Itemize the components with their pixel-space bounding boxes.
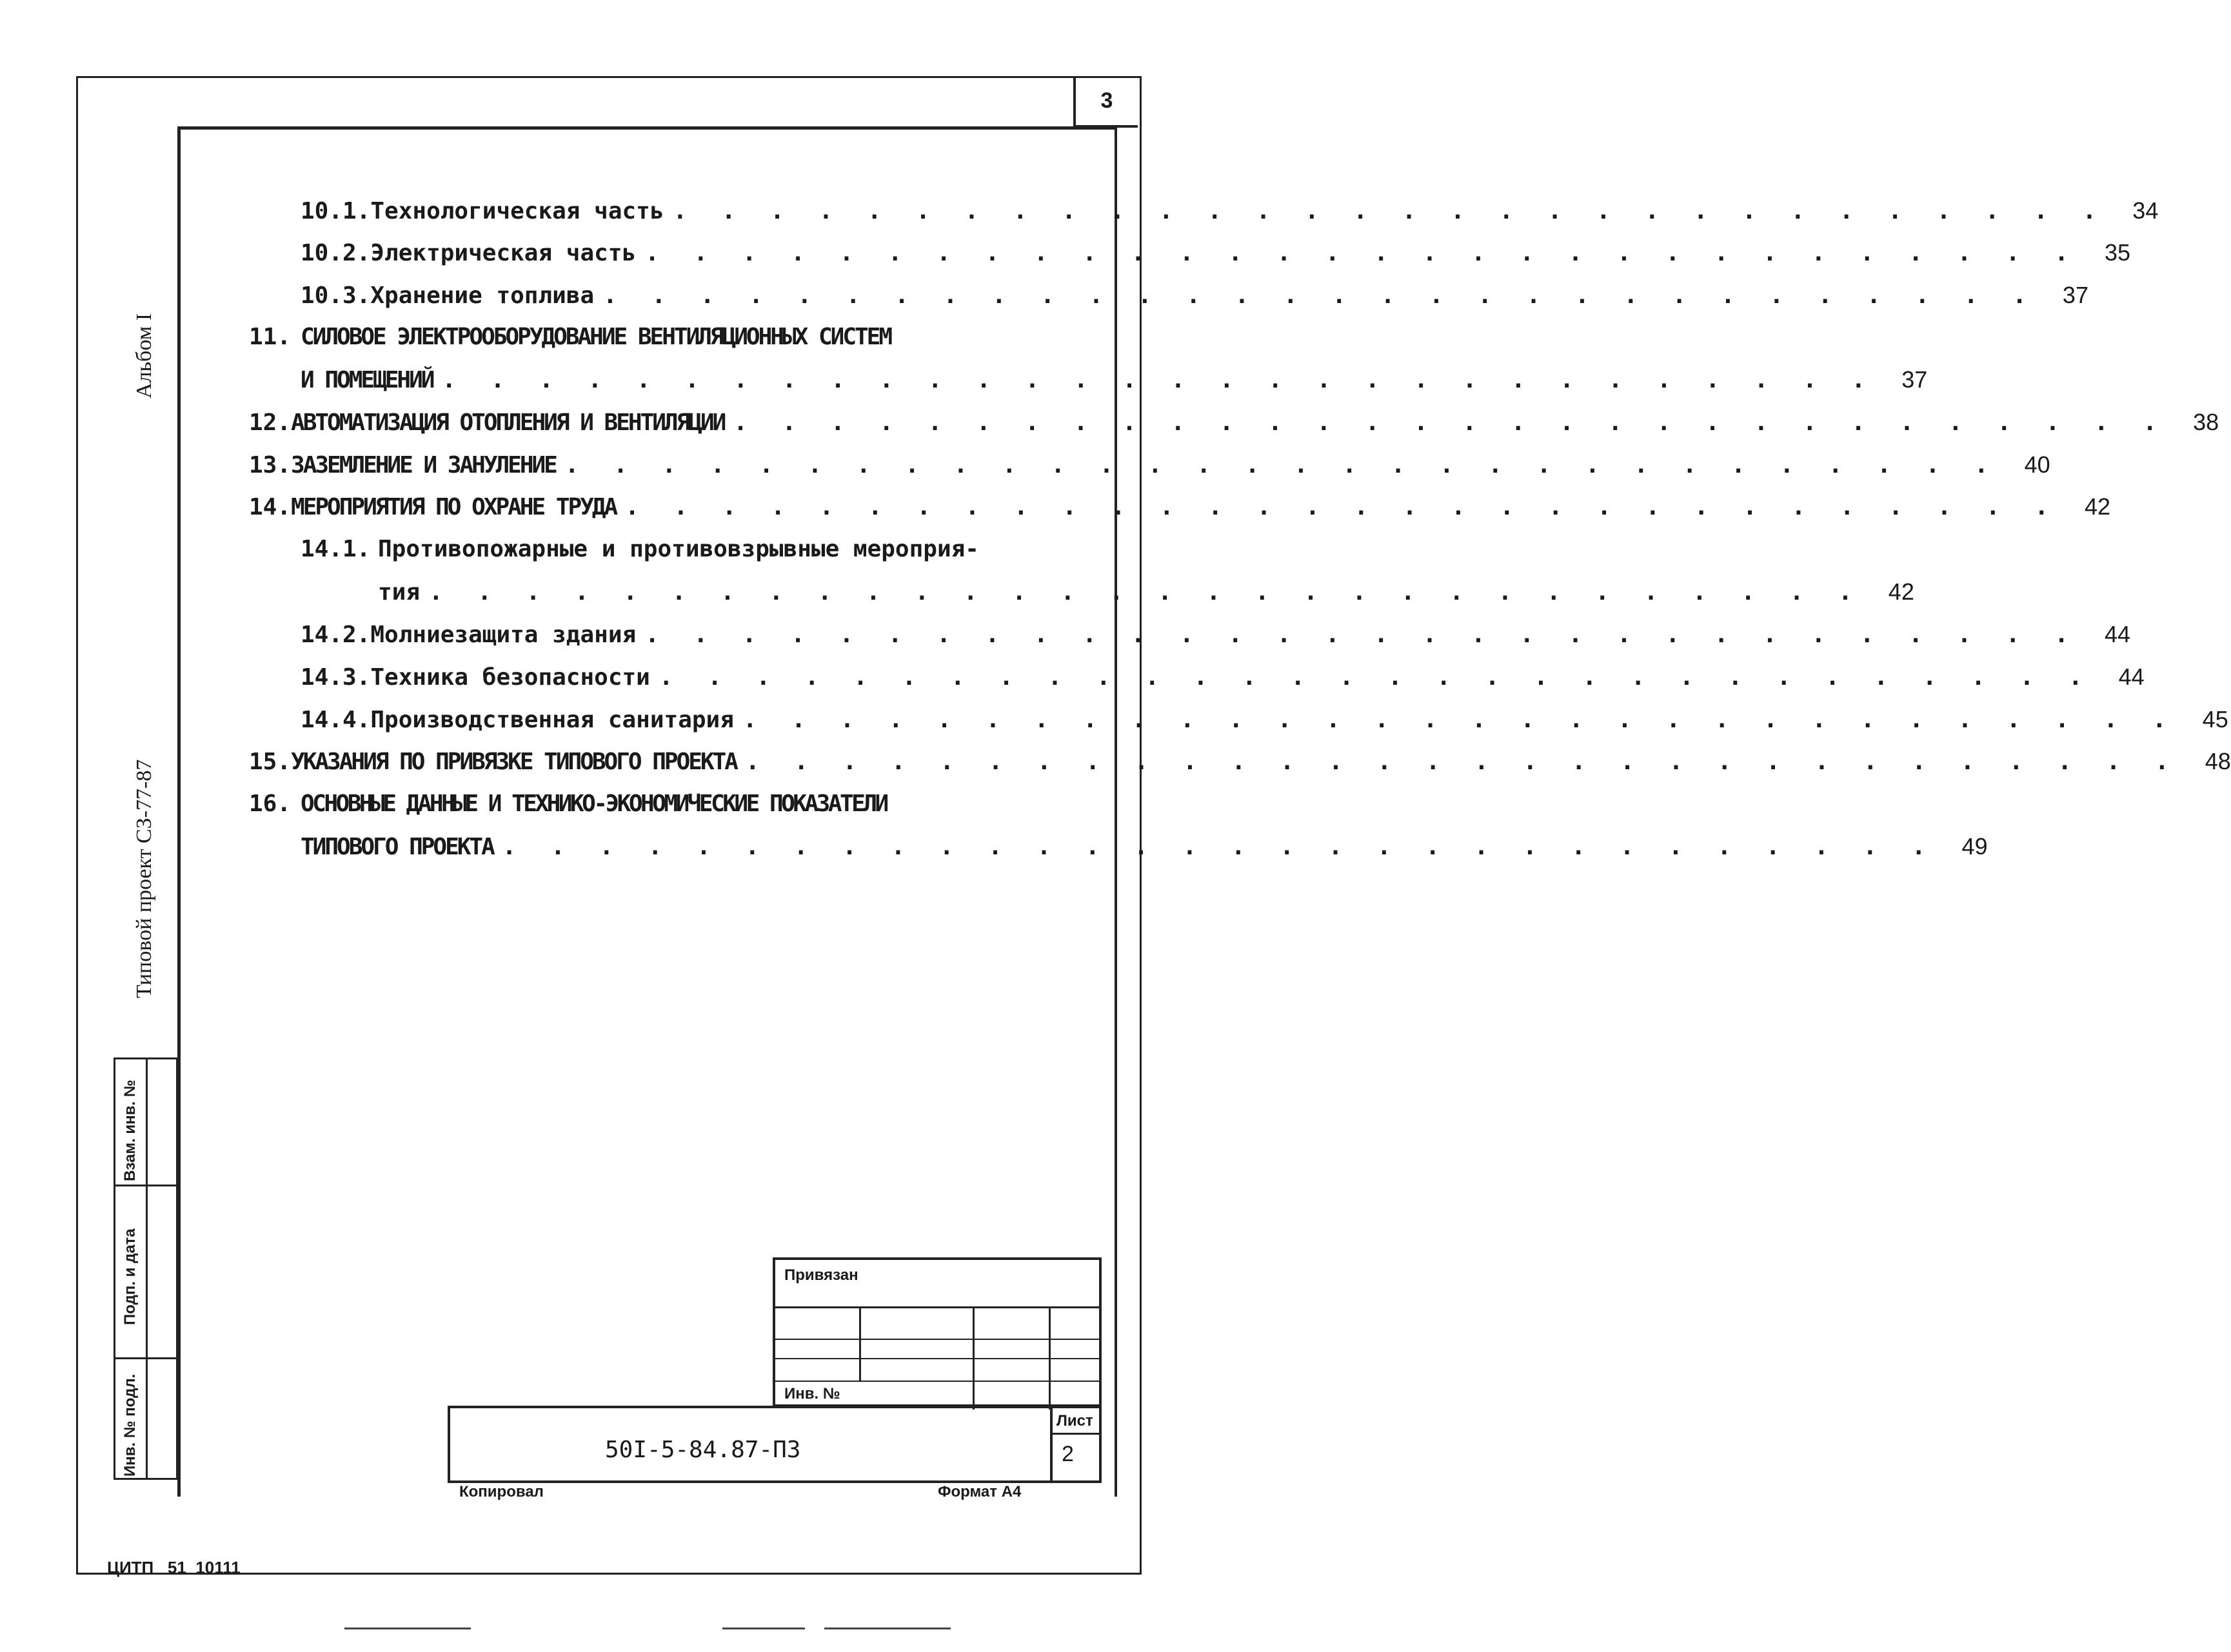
toc-leader: . . . . . . . . . . . . . . . . . . . . . . . . . . . . . . <box>659 664 2093 691</box>
toc-title: Молниезащита здания <box>370 622 637 648</box>
list-number: 2 <box>1062 1442 1074 1466</box>
podp-data-label: Подп. и дата <box>121 1228 139 1325</box>
toc-title: тия <box>378 579 421 605</box>
toc-row <box>301 664 2145 700</box>
toc-row <box>249 748 2231 784</box>
stamp-line <box>859 1306 861 1381</box>
stamp-line <box>1050 1433 1099 1435</box>
scan-line <box>824 1627 951 1629</box>
inv-podl-label: Инв. № подл. <box>121 1373 139 1477</box>
stamp-line <box>973 1306 975 1410</box>
toc-row <box>301 282 2088 318</box>
list-label: Лист <box>1056 1412 1093 1430</box>
album-label: Альбом I <box>132 313 156 398</box>
toc-row <box>301 706 2228 742</box>
toc-page: 48 <box>2205 748 2231 774</box>
inv-no-label: Инв. № <box>784 1385 840 1402</box>
toc-leader: . . . . . . . . . . . . . . . . . . . . . . . . . . . . . . <box>564 452 1999 478</box>
privyazan-label: Привязан <box>784 1266 858 1284</box>
scan-line <box>344 1627 471 1629</box>
toc-leader: . . . . . . . . . . . . . . . . . . . . . . . . . . . . . . <box>429 579 1863 605</box>
project-label: Типовой проект СЗ-77-87 <box>132 759 156 998</box>
toc-page: 37 <box>2062 282 2088 308</box>
vzam-inv-label: Взам. инв. № <box>121 1079 139 1181</box>
ctp-code: ЦИТП 51 10111 <box>107 1558 241 1577</box>
toc-row <box>249 791 1023 827</box>
toc-number: 11. <box>249 324 292 350</box>
toc-page: 40 <box>2024 451 2050 478</box>
toc-number: 14.1. <box>301 536 371 562</box>
toc-row <box>249 409 2219 445</box>
toc-leader: . . . . . . . . . . . . . . . . . . . . . . . . . . . . . . <box>745 749 2179 775</box>
toc-page: 42 <box>1888 578 1914 605</box>
toc-number: 16. <box>249 791 292 817</box>
format-label: Формат А4 <box>938 1483 1022 1500</box>
toc-title: И ПОМЕЩЕНИЙ <box>301 367 433 393</box>
kopiroval-label: Копировал <box>459 1483 544 1500</box>
toc-leader: . . . . . . . . . . . . . . . . . . . . . . . . . . . . . . <box>673 198 2107 224</box>
toc-title: АВТОМАТИЗАЦИЯ ОТОПЛЕНИЯ И ВЕНТИЛЯЦИИ <box>291 409 725 436</box>
toc-title: Производственная санитария <box>370 707 734 733</box>
toc-title: Противопожарные и противовзрывные мероприя- <box>378 536 979 562</box>
toc-title: Техника безопасности <box>370 664 650 691</box>
toc-row <box>301 197 2159 233</box>
toc-page: 45 <box>2202 706 2228 733</box>
toc-leader: . . . . . . . . . . . . . . . . . . . . . . . . . . . . . . <box>645 622 2079 648</box>
toc-title: ТИПОВОГО ПРОЕКТА <box>301 834 493 860</box>
toc-number: 10.3. <box>301 282 371 309</box>
toc-number: 14.4. <box>301 707 371 733</box>
toc-page: 35 <box>2104 239 2130 266</box>
toc-number: 12. <box>249 409 292 436</box>
toc-page: 44 <box>2118 664 2145 690</box>
toc-leader: . . . . . . . . . . . . . . . . . . . . . . . . . . . . . . <box>645 240 2079 266</box>
toc-title: УКАЗАНИЯ ПО ПРИВЯЗКЕ ТИПОВОГО ПРОЕКТА <box>291 749 737 775</box>
toc-leader: . . . . . . . . . . . . . . . . . . . . . . . . . . . . . . <box>742 707 2177 733</box>
stamp-line <box>1049 1306 1051 1410</box>
toc-leader: . . . . . . . . . . . . . . . . . . . . . . . . . . . . . . <box>603 282 2037 309</box>
toc-title: МЕРОПРИЯТИЯ ПО ОХРАНЕ ТРУДА <box>291 494 617 520</box>
toc-page: 49 <box>1961 833 1988 860</box>
toc-row <box>301 833 1988 869</box>
toc-row <box>301 239 2130 275</box>
toc-title: Технологическая часть <box>370 198 664 224</box>
toc-row <box>249 451 2050 487</box>
toc-number: 14.2. <box>301 622 371 648</box>
toc-row <box>249 324 1023 360</box>
toc-page: 37 <box>1901 366 1928 393</box>
toc-page: 34 <box>2132 197 2159 224</box>
stamp-line <box>1050 1408 1053 1480</box>
toc-number: 15. <box>249 749 292 775</box>
toc-title: ЗАЗЕМЛЕНИЕ И ЗАНУЛЕНИЕ <box>291 452 556 478</box>
sheet-number: 3 <box>1073 76 1138 128</box>
toc-leader: . . . . . . . . . . . . . . . . . . . . . . . . . . . . . . <box>442 367 1876 393</box>
toc-leader: . . . . . . . . . . . . . . . . . . . . . . . . . . . . . . <box>733 409 2168 436</box>
toc-title: ОСНОВНЫЕ ДАННЫЕ И ТЕХНИКО-ЭКОНОМИЧЕСКИЕ ПОКАЗАТЕЛИ <box>301 791 887 817</box>
scan-line <box>722 1627 805 1629</box>
toc-title: Электрическая часть <box>370 240 637 266</box>
toc-title: Хранение топлива <box>370 282 595 309</box>
document-code: 50I-5-84.87-ПЗ <box>605 1437 801 1463</box>
toc-row <box>301 621 2130 657</box>
toc-title: СИЛОВОЕ ЭЛЕКТРООБОРУДОВАНИЕ ВЕНТИЛЯЦИОННЫХ СИСТЕМ <box>301 324 891 350</box>
binding-stamp <box>773 1257 1102 1407</box>
toc-row <box>378 578 1914 615</box>
toc-row <box>301 536 1023 572</box>
toc-row <box>301 366 1928 402</box>
toc-page: 42 <box>2085 493 2111 520</box>
title-block <box>448 1406 1102 1483</box>
toc-page: 38 <box>2193 409 2219 435</box>
toc-number: 10.2. <box>301 240 371 266</box>
toc-leader: . . . . . . . . . . . . . . . . . . . . . . . . . . . . . . <box>625 494 2059 520</box>
toc-number: 10.1. <box>301 198 371 224</box>
toc-number: 14.3. <box>301 664 371 691</box>
toc-number: 14. <box>249 494 292 520</box>
toc-number: 13. <box>249 452 292 478</box>
toc-row <box>249 493 2111 529</box>
toc-leader: . . . . . . . . . . . . . . . . . . . . . . . . . . . . . . <box>502 834 1936 860</box>
toc-page: 44 <box>2104 621 2130 647</box>
